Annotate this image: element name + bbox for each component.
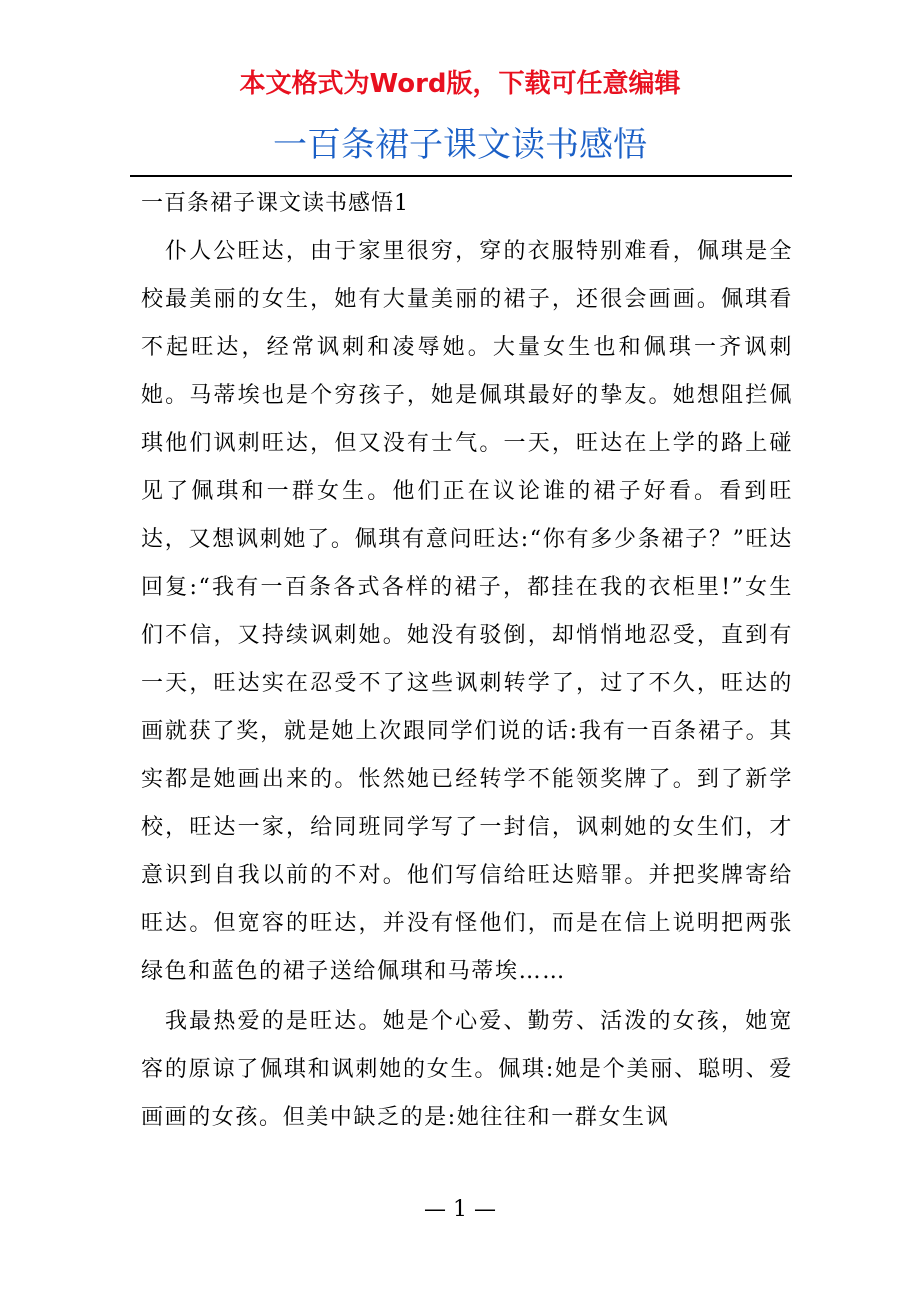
section-heading: 一百条裙子课文读书感悟1: [141, 191, 409, 216]
document-body: [141, 180, 793, 1142]
format-notice: 本文格式为Word版，下载可任意编辑: [239, 69, 681, 99]
paragraph-1: 仆人公旺达，由于家里很穷，穿的衣服特别难看，佩琪是全校最美丽的女生，她有大量美丽的裙子，还很会画画。佩琪看不起旺达，经常讽刺和凌辱她。大量女生也和佩琪一齐讽刺她。马蒂埃也是个穷孩子，她是佩琪最好的挚友。她想阻拦佩琪他们讽刺旺达，但又没有士气。一天，旺达在上学的路上碰见了佩琪和一群女生。他们正在议论谁的裙子好看。看到旺达，又想讽刺她了。佩琪有意问旺达:“你有多少条裙子？”旺达回复:“我有一百条各式各样的裙子，都挂在我的衣柜里!”女生们不信，又持续讽刺她。她没有驳倒，却悄悄地忍受，直到有一天，旺达实在忍受不了这些讽刺转学了，过了不久，旺达的画就获了奖，就是她上次跟同学们说的话:我有一百条裙子。其实都是她画出来的。怅然她已经转学不能领奖牌了。到了新学校，旺达一家，给同班同学写了一封信，讽刺她的女生们，才意识到自我以前的不对。他们写信给旺达赔罪。并把奖牌寄给旺达。但宽容的旺达，并没有怪他们，而是在信上说明把两张绿色和蓝色的裙子送给佩琪和马蒂埃……: [141, 239, 793, 984]
paragraph-2: 我最热爱的是旺达。她是个心爱、勤劳、活泼的女孩，她宽容的原谅了佩琪和讽刺她的女生。佩琪:她是个美丽、聪明、爱画画的女孩。但美中缺乏的是:她往往和一群女生讽: [141, 1009, 793, 1130]
page-number: — 1 —: [424, 1197, 496, 1222]
title-divider: [130, 175, 792, 177]
document-title: 一百条裙子课文读书感悟: [273, 125, 647, 165]
